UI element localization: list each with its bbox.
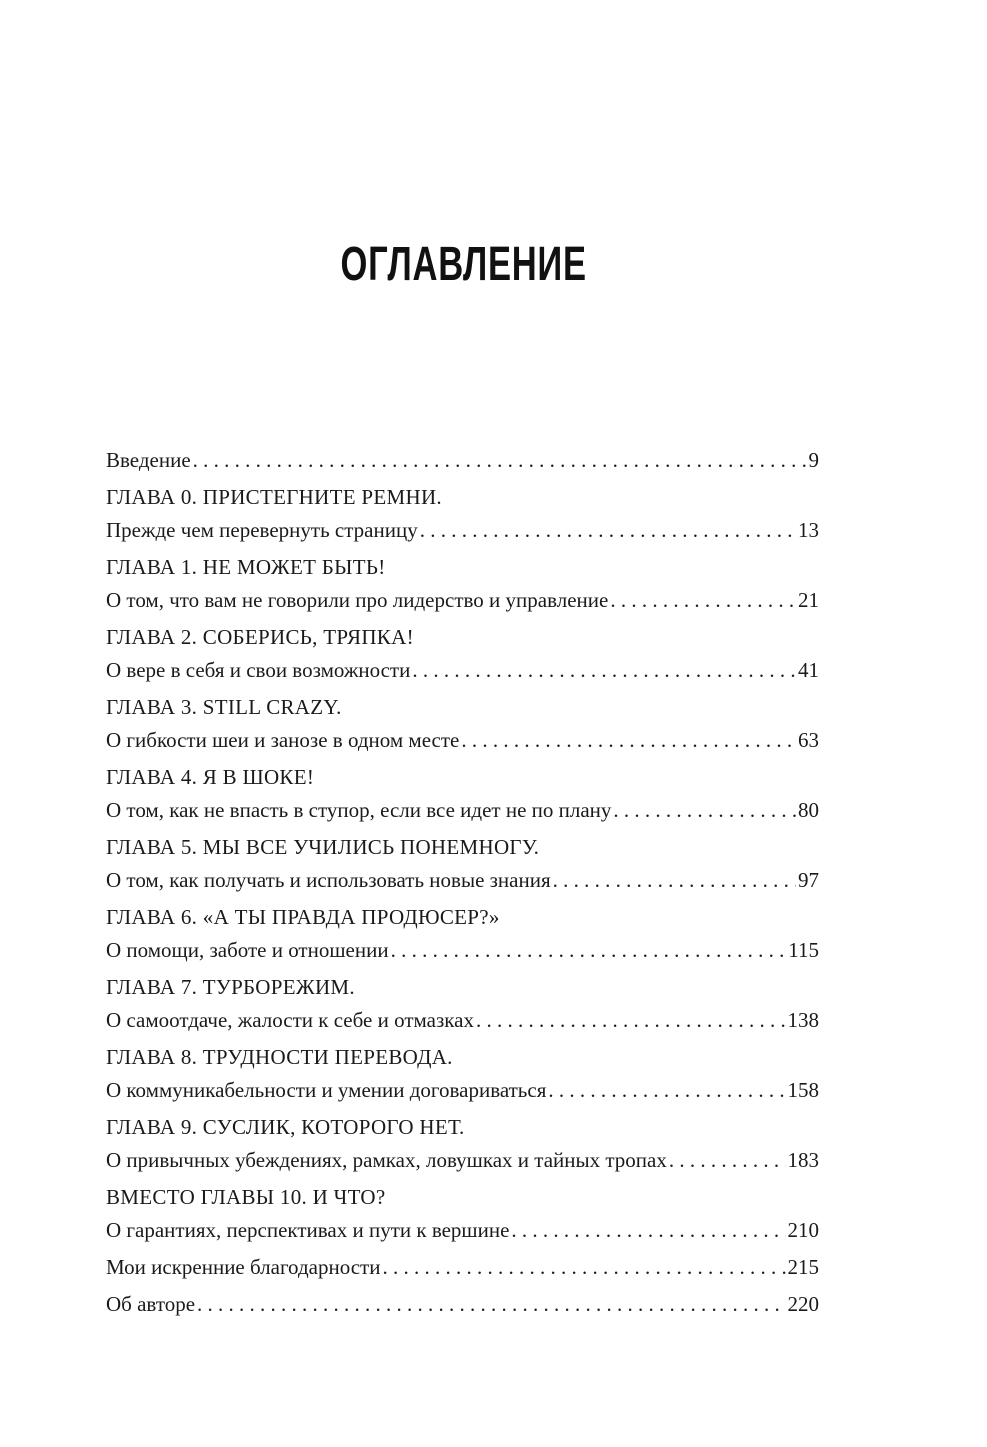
dot-leader bbox=[613, 794, 796, 827]
toc-entry-title: Мои искренние благодарности bbox=[106, 1255, 381, 1279]
chapter-heading: ГЛАВА 0. ПРИСТЕГНИТЕ РЕМНИ. bbox=[106, 485, 442, 509]
toc-entry-title: О коммуникабельности и умении договариваться bbox=[106, 1078, 547, 1102]
chapter-heading: ГЛАВА 8. ТРУДНОСТИ ПЕРЕВОДА. bbox=[106, 1045, 453, 1069]
toc-entry-acknowledgements[interactable] bbox=[106, 1251, 819, 1284]
toc-entry-title: О гарантиях, перспективах и пути к вершине bbox=[106, 1218, 510, 1242]
toc-entry-chapter-1[interactable] bbox=[106, 584, 819, 617]
chapter-heading: ГЛАВА 2. СОБЕРИСЬ, ТРЯПКА! bbox=[106, 625, 414, 649]
chapter-heading: ГЛАВА 7. ТУРБОРЕЖИМ. bbox=[106, 975, 355, 999]
dot-leader bbox=[476, 1004, 786, 1037]
chapter-heading: ГЛАВА 6. «А ТЫ ПРАВДА ПРОДЮСЕР?» bbox=[106, 905, 500, 929]
toc-page-number: 21 bbox=[798, 588, 819, 612]
toc-entry-chapter-3[interactable] bbox=[106, 724, 819, 757]
chapter-heading: ГЛАВА 1. НЕ МОЖЕТ БЫТЬ! bbox=[106, 555, 386, 579]
page-title: ОГЛАВЛЕНИЕ bbox=[340, 238, 587, 291]
table-of-contents bbox=[106, 444, 819, 1321]
toc-entry-chapter-5[interactable] bbox=[106, 864, 819, 897]
toc-page-number: 97 bbox=[798, 868, 819, 892]
toc-entry-title: О вере в себя и свои возможности bbox=[106, 658, 411, 682]
toc-entry-title: Прежде чем перевернуть страницу bbox=[106, 518, 418, 542]
chapter-heading: ГЛАВА 3. STILL CRAZY. bbox=[106, 695, 342, 719]
chapter-heading: ГЛАВА 5. МЫ ВСЕ УЧИЛИСЬ ПОНЕМНОГУ. bbox=[106, 835, 540, 859]
toc-entry-chapter-7[interactable] bbox=[106, 1004, 819, 1037]
chapter-heading: ГЛАВА 9. СУСЛИК, КОТОРОГО НЕТ. bbox=[106, 1115, 465, 1139]
dot-leader bbox=[548, 1074, 785, 1107]
toc-entry-title: О том, как не впасть в ступор, если все идет не по плану bbox=[106, 798, 612, 822]
dot-leader bbox=[610, 584, 796, 617]
toc-page-number: 138 bbox=[787, 1008, 819, 1032]
toc-entry-title: О том, что вам не говорили про лидерство и управление bbox=[106, 588, 609, 612]
toc-page-number: 220 bbox=[787, 1292, 819, 1316]
toc-entry-title: Введение bbox=[106, 448, 191, 472]
dot-leader bbox=[193, 444, 807, 477]
toc-entry-chapter-8[interactable] bbox=[106, 1074, 819, 1107]
dot-leader bbox=[553, 864, 796, 897]
dot-leader bbox=[669, 1144, 786, 1177]
toc-page-number: 210 bbox=[787, 1218, 819, 1242]
toc-entry-title: О гибкости шеи и занозе в одном месте bbox=[106, 728, 460, 752]
toc-entry-chapter-10[interactable] bbox=[106, 1214, 819, 1247]
toc-entry-chapter-6[interactable] bbox=[106, 934, 819, 967]
dot-leader bbox=[461, 724, 796, 757]
dot-leader bbox=[511, 1214, 785, 1247]
toc-entry-intro[interactable] bbox=[106, 444, 819, 477]
toc-page-number: 41 bbox=[798, 658, 819, 682]
toc-entry-chapter-9[interactable] bbox=[106, 1144, 819, 1177]
dot-leader bbox=[412, 654, 796, 687]
toc-page-number: 63 bbox=[798, 728, 819, 752]
dot-leader bbox=[420, 514, 796, 547]
dot-leader bbox=[391, 934, 787, 967]
chapter-heading: ВМЕСТО ГЛАВЫ 10. И ЧТО? bbox=[106, 1185, 386, 1209]
toc-entry-chapter-2[interactable] bbox=[106, 654, 819, 687]
toc-entry-title: О самоотдаче, жалости к себе и отмазках bbox=[106, 1008, 474, 1032]
chapter-heading: ГЛАВА 4. Я В ШОКЕ! bbox=[106, 765, 315, 789]
dot-leader bbox=[382, 1251, 785, 1284]
dot-leader bbox=[197, 1288, 785, 1321]
toc-page-number: 215 bbox=[787, 1255, 819, 1279]
toc-entry-title: О привычных убеждениях, рамках, ловушках и тайных тропах bbox=[106, 1148, 667, 1172]
toc-page-number: 115 bbox=[788, 938, 819, 962]
toc-page-number: 158 bbox=[787, 1078, 819, 1102]
toc-entry-about-author[interactable] bbox=[106, 1288, 819, 1321]
toc-entry-chapter-0[interactable] bbox=[106, 514, 819, 547]
toc-page-number: 183 bbox=[787, 1148, 819, 1172]
toc-page-number: 9 bbox=[808, 448, 819, 472]
toc-page-number: 80 bbox=[798, 798, 819, 822]
toc-entry-title: О помощи, заботе и отношении bbox=[106, 938, 389, 962]
toc-page-number: 13 bbox=[798, 518, 819, 542]
toc-entry-title: Об авторе bbox=[106, 1292, 196, 1316]
toc-entry-title: О том, как получать и использовать новые знания bbox=[106, 868, 551, 892]
toc-entry-chapter-4[interactable] bbox=[106, 794, 819, 827]
